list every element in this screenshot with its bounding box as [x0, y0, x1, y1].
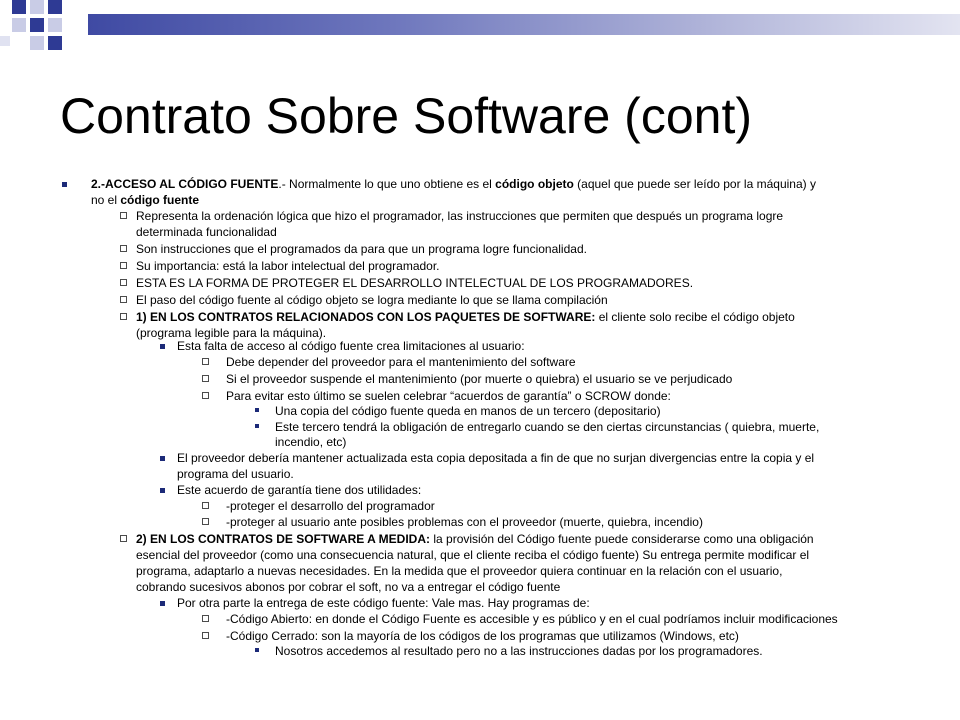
list-item-line: (programa legible para la máquina).	[136, 326, 327, 340]
bullet-outline-square-icon	[202, 392, 209, 399]
paragraph-line	[91, 192, 199, 208]
bullet-outline-square-icon	[202, 358, 209, 365]
list-item-line: Para evitar esto último se suelen celebrar “acuerdos de garantía” o SCROW donde:	[226, 389, 671, 403]
bullet-outline-square-icon	[120, 262, 127, 269]
list-item-line: incendio, etc)	[275, 435, 347, 449]
bullet-outline-square-icon	[202, 502, 209, 509]
bullet-outline-square-icon	[202, 632, 209, 639]
bold-text: código objeto	[495, 177, 574, 191]
bold-text: 1) EN LOS CONTRATOS RELACIONADOS CON LOS PAQUETES DE SOFTWARE:	[136, 310, 596, 324]
bullet-outline-square-icon	[120, 279, 127, 286]
bullet-square-icon	[160, 344, 165, 349]
bold-text: código fuente	[120, 193, 200, 207]
bullet-square-icon	[255, 408, 259, 412]
list-item-line: Debe depender del proveedor para el mantenimiento del software	[226, 355, 576, 369]
list-item-line: -proteger el desarrollo del programador	[226, 499, 435, 513]
list-item-line: esencial del proveedor (como una consecuencia natural, que el cliente reciba el código fuente) Su entrega permite modificar el	[136, 548, 810, 562]
list-item-line: Representa la ordenación lógica que hizo el programador, las instrucciones que permiten que después un programa logre	[136, 209, 784, 223]
list-item-line: Este tercero tendrá la obligación de entregarlo cuando se den ciertas circunstancias ( quiebra, muerte,	[275, 420, 820, 434]
bullet-outline-square-icon	[202, 615, 209, 622]
list-item-line: -Código Cerrado: son la mayoría de los códigos de los programas que utilizamos (Windows, etc)	[226, 629, 739, 643]
text-span: la provisión del Código fuente puede considerarse como una obligación	[430, 532, 814, 546]
list-item-line	[136, 531, 814, 547]
paragraph-line	[91, 176, 816, 192]
bullet-outline-square-icon	[202, 375, 209, 382]
list-item-line: -Código Abierto: en donde el Código Fuente es accesible y es público y en el cual podríamos incluir modificaciones	[226, 612, 838, 626]
bullet-square-icon	[160, 488, 165, 493]
list-item-line: Esta falta de acceso al código fuente crea limitaciones al usuario:	[177, 339, 525, 353]
list-item-line: programa, adaptarlo a nuevas necesidades. En la medida que el proveedor quiera continuar en la relación con el usuario,	[136, 564, 783, 578]
list-item-line: Este acuerdo de garantía tiene dos utilidades:	[177, 483, 422, 497]
bullet-square-icon	[160, 456, 165, 461]
list-item-line: El proveedor debería mantener actualizada esta copia depositada a fin de que no surjan divergencias entre la copia y el	[177, 451, 815, 465]
list-item-line: -proteger al usuario ante posibles problemas con el proveedor (muerte, quiebra, incendio)	[226, 515, 703, 529]
bullet-outline-square-icon	[120, 313, 127, 320]
list-item-line: Por otra parte la entrega de este código fuente: Vale mas. Hay programas de:	[177, 596, 590, 610]
bullet-square-icon	[255, 424, 259, 428]
list-item-line: El paso del código fuente al código objeto se logra mediante lo que se llama compilación	[136, 293, 608, 307]
list-item-line: Su importancia: está la labor intelectual del programador.	[136, 259, 440, 273]
list-item-line	[136, 309, 795, 325]
text-span: el cliente solo recibe el código objeto	[595, 310, 795, 324]
bullet-square-icon	[255, 648, 259, 652]
text-span: no el	[91, 193, 121, 207]
list-item-line: cobrando sucesivos abonos por cobrar el soft, no va a entregar el código fuente	[136, 580, 561, 594]
list-item-line: programa del usuario.	[177, 467, 294, 481]
text-span: (aquel que puede ser leído por la máquina) y	[573, 177, 816, 191]
list-item-line: Una copia del código fuente queda en manos de un tercero (depositario)	[275, 404, 661, 418]
list-item-line: Son instrucciones que el programados da para que un programa logre funcionalidad.	[136, 242, 587, 256]
bullet-square-icon	[160, 601, 165, 606]
list-item-line: Si el proveedor suspende el mantenimiento (por muerte o quiebra) el usuario se ve perjudicado	[226, 372, 733, 386]
bullet-square-icon	[62, 182, 67, 187]
bullet-outline-square-icon	[202, 518, 209, 525]
list-item-line: ESTA ES LA FORMA DE PROTEGER EL DESARROLLO INTELECTUAL DE LOS PROGRAMADORES.	[136, 276, 694, 290]
bullet-outline-square-icon	[120, 245, 127, 252]
bold-text: 2) EN LOS CONTRATOS DE SOFTWARE A MEDIDA:	[136, 532, 431, 546]
list-item-line: determinada funcionalidad	[136, 225, 277, 239]
slide-title: Contrato Sobre Software (cont)	[60, 88, 752, 144]
list-item-line: Nosotros accedemos al resultado pero no a las instrucciones dadas por los programadores.	[275, 644, 763, 658]
bullet-outline-square-icon	[120, 535, 127, 542]
bullet-outline-square-icon	[120, 212, 127, 219]
bullet-outline-square-icon	[120, 296, 127, 303]
bold-text: 2.-ACCESO AL CÓDIGO FUENTE	[91, 177, 279, 191]
text-span: .- Normalmente lo que uno obtiene es el	[278, 177, 496, 191]
